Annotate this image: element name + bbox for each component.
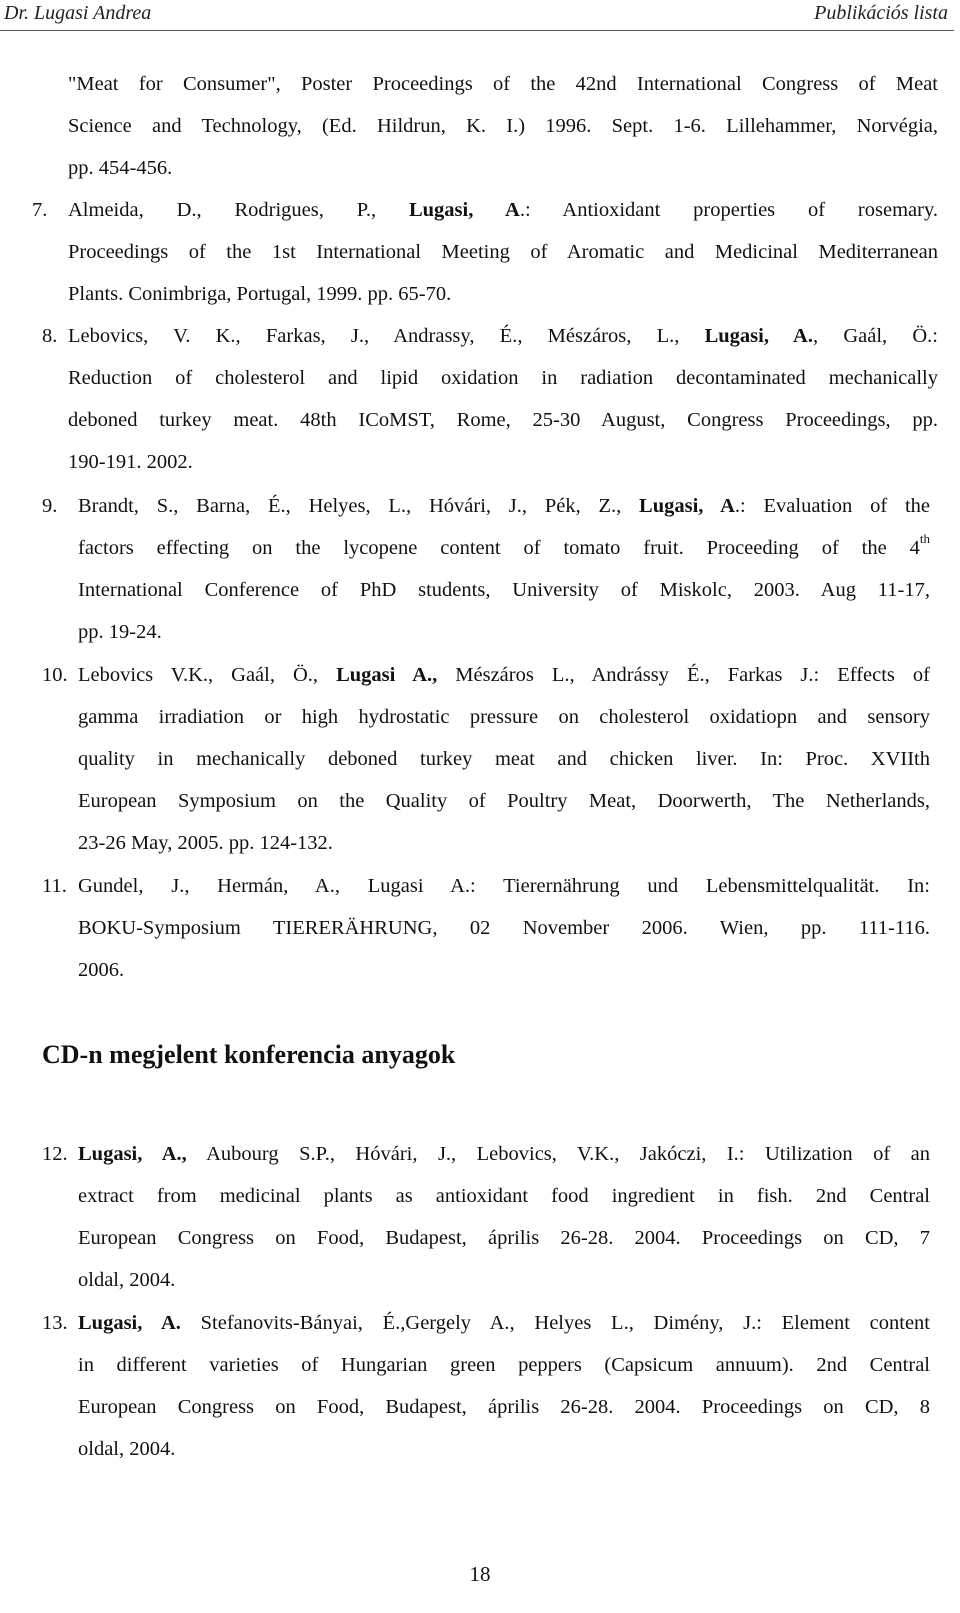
entry-line <box>78 1133 930 1175</box>
entry-line: extract from medicinal plants as antioxidant food ingredient in fish. 2nd Central <box>78 1185 930 1207</box>
entry-line: BOKU-Symposium TIERERÄHRUNG, 02 November 2006. Wien, pp. 111-116. <box>78 917 930 939</box>
entry-line: Proceedings of the 1st International Meeting of Aromatic and Medicinal Mediterranean <box>68 241 938 263</box>
header-title: Publikációs lista <box>814 2 948 24</box>
entry-8 <box>68 315 938 483</box>
entry-authors: Lebovics V.K., Gaál, Ö., <box>78 664 337 686</box>
entry-line <box>78 527 930 569</box>
entry-line <box>68 189 938 231</box>
entry-12 <box>78 1133 930 1301</box>
entry-authors: Stefanovits-Bányai, É.,Gergely A., Helyes L., Dimény, J.: Element content <box>180 1312 931 1334</box>
entry-line: oldal, 2004. <box>78 1438 176 1460</box>
entry-line: Plants. Conimbriga, Portugal, 1999. pp. 65-70. <box>68 283 452 305</box>
entry-line: European Congress on Food, Budapest, április 26-28. 2004. Proceedings on CD, 8 <box>78 1396 930 1418</box>
entry-number: 7. <box>32 199 48 221</box>
page-header <box>4 2 948 28</box>
entry-line: quality in mechanically deboned turkey meat and chicken liver. In: Proc. XVIIth <box>78 748 930 770</box>
entry-10 <box>78 654 930 864</box>
entry-line: in different varieties of Hungarian green peppers (Capsicum annuum). 2nd Central <box>78 1354 930 1376</box>
header-author: Dr. Lugasi Andrea <box>4 2 152 24</box>
entry-number: 9. <box>42 495 58 517</box>
entry-7 <box>68 189 938 315</box>
entry-13 <box>78 1302 930 1470</box>
entry-line: deboned turkey meat. 48th ICoMST, Rome, 25-30 August, Congress Proceedings, pp. <box>68 409 938 431</box>
entry-line: 2006. <box>78 959 125 981</box>
entry-number: 12. <box>42 1143 68 1165</box>
entry-line: Reduction of cholesterol and lipid oxidation in radiation decontaminated mechanically <box>68 367 938 389</box>
entry-authors-end: , Gaál, Ö.: <box>812 325 939 347</box>
entry-authors: Lebovics, V. K., Farkas, J., Andrassy, É., Mészáros, L., <box>68 325 705 347</box>
entry-line <box>78 1302 930 1344</box>
entry-number: 8. <box>42 325 58 347</box>
entry-line <box>68 315 938 357</box>
entry-line: pp. 454-456. <box>68 157 173 179</box>
entry-author-highlight: Lugasi, A <box>639 495 735 517</box>
entry-title-text: .: Antioxidant properties of rosemary. <box>519 199 939 221</box>
entry-11 <box>78 865 930 991</box>
entry-author-highlight: Lugasi, A <box>408 199 520 221</box>
entry-author-highlight: Lugasi A., <box>336 664 438 686</box>
header-rule <box>0 30 954 31</box>
entry-line <box>78 485 930 527</box>
entry-authors: Almeida, D., Rodrigues, P., <box>68 199 409 221</box>
entry-number: 11. <box>42 875 67 897</box>
entry-line: European Symposium on the Quality of Poultry Meat, Doorwerth, The Netherlands, <box>78 790 930 812</box>
entry-authors: Aubourg S.P., Hóvári, J., Lebovics, V.K., Jakóczi, I.: Utilization of an <box>186 1143 930 1165</box>
entry-9 <box>78 485 930 653</box>
entry-authors: Brandt, S., Barna, É., Helyes, L., Hóvári, J., Pék, Z., <box>78 495 640 517</box>
entry-line: gamma irradiation or high hydrostatic pressure on cholesterol oxidatiopn and sensory <box>78 706 930 728</box>
entry-number: 10. <box>42 664 68 686</box>
entry-line: European Congress on Food, Budapest, április 26-28. 2004. Proceedings on CD, 7 <box>78 1227 930 1249</box>
entry-author-highlight: Lugasi, A. <box>704 325 813 347</box>
page-number: 18 <box>469 1562 491 1586</box>
entry-title-text: .: Evaluation of the <box>734 495 931 517</box>
entry-line <box>78 654 930 696</box>
section-title: CD-n megjelent konferencia anyagok <box>42 1040 456 1069</box>
entry-line: 190-191. 2002. <box>68 451 193 473</box>
entry-text: factors effecting on the lycopene content of tomato fruit. Proceeding of the 4 <box>78 537 920 559</box>
entry-6 <box>68 63 938 189</box>
entry-authors-end: Mészáros L., Andrássy É., Farkas J.: Effects of <box>437 664 930 686</box>
entry-line: 23-26 May, 2005. pp. 124-132. <box>78 832 333 854</box>
entry-number: 13. <box>42 1312 68 1334</box>
superscript: th <box>919 531 930 547</box>
entry-line: oldal, 2004. <box>78 1269 176 1291</box>
entry-line: International Conference of PhD students, University of Miskolc, 2003. Aug 11-17, <box>78 579 930 601</box>
entry-line: pp. 19-24. <box>78 621 162 643</box>
entry-line: "Meat for Consumer", Poster Proceedings of the 42nd International Congress of Meat <box>68 73 938 95</box>
entry-author-highlight: Lugasi, A. <box>78 1312 181 1334</box>
entry-author-highlight: Lugasi, A., <box>78 1143 187 1165</box>
entry-line: Gundel, J., Hermán, A., Lugasi A.: Tierernährung und Lebensmittelqualität. In: <box>78 875 930 897</box>
entry-line: Science and Technology, (Ed. Hildrun, K. I.) 1996. Sept. 1-6. Lillehammer, Norvégia, <box>68 115 938 137</box>
